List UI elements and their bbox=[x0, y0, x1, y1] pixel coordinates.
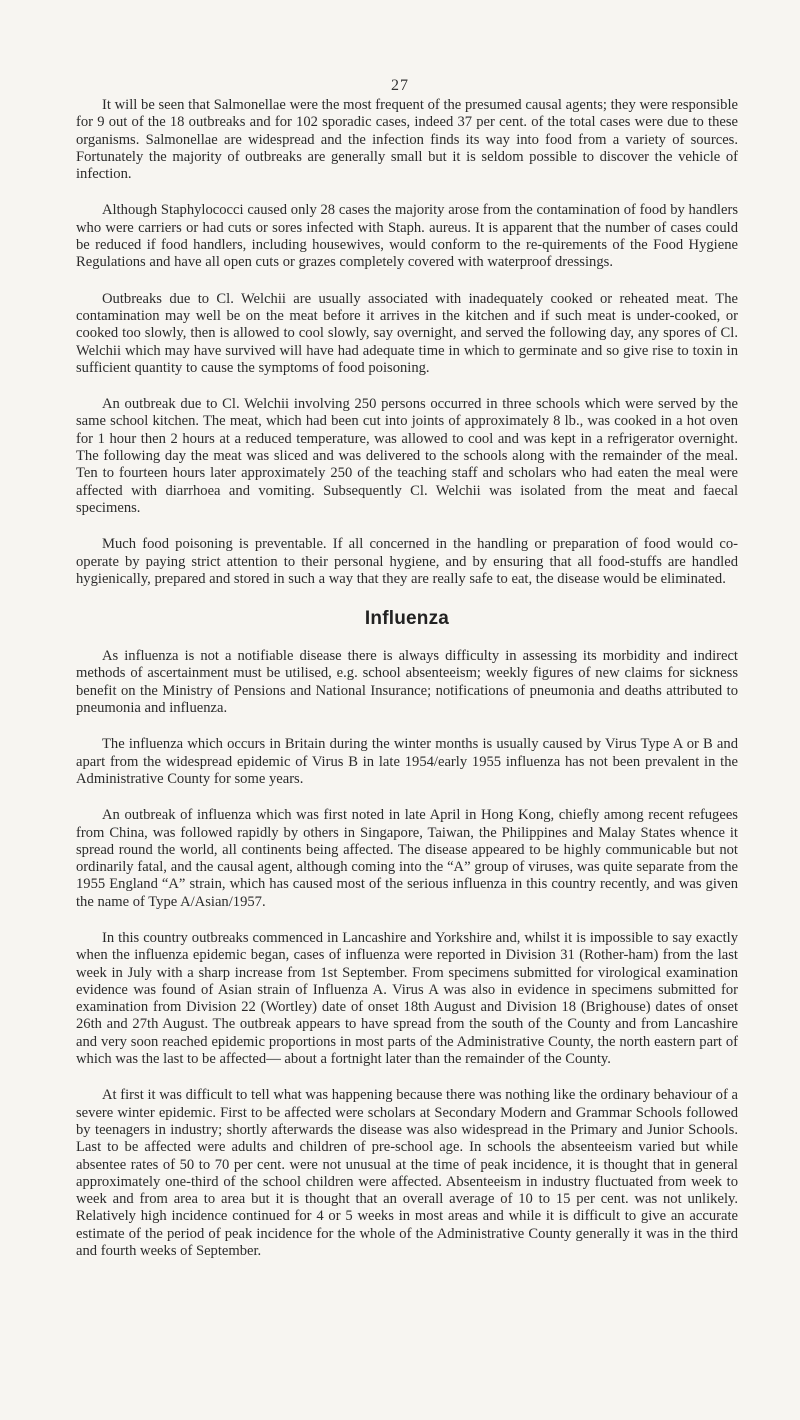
paragraph-influenza-outbreak: An outbreak of influenza which was first noted in late April in Hong Kong, chiefly among recent refugees from China, was followed rapidly by others in Singapore, Taiwan, the Philippines and Malay States whence it spread round the world, all continents being affected. The disease appeared to be highly communicable but not ordinarily fatal, and the causal agent, although coming into the “A” group of viruses, was quite separate from the 1955 England “A” strain, which has caused most of the serious influenza in this country recently, and was given the name of Type A/Asian/1957. bbox=[76, 807, 738, 910]
page-number: 27 bbox=[391, 77, 409, 94]
paragraph-prevention: Much food poisoning is preventable. If all concerned in the handling or preparation of food would co-operate by paying strict attention to their personal hygiene, and by ensuring that all food-stuffs are handled hygienically, prepared and stored in such a way that they are really safe to eat, the disease would be eliminated. bbox=[76, 536, 738, 587]
paragraph-welchii: Outbreaks due to Cl. Welchii are usually associated with inadequately cooked or reheated meat. The contamination may well be on the meat before it arrives in the kitchen and if such meat is under-cooked, or cooked too slowly, then is allowed to cool slowly, say overnight, and served the following day, any spores of Cl. Welchii which may have survived will have had adequate time in which to germinate and so give rise to toxin in sufficient quantity to cause the symptoms of food poisoning. bbox=[76, 290, 738, 376]
section-heading-influenza: Influenza bbox=[364, 608, 450, 630]
paragraph-influenza-schools: At first it was difficult to tell what was happening because there was nothing like the ordinary behaviour of a severe winter epidemic. First to be affected were scholars at Secondary Modern and Grammar Schools followed by teenagers in industry; shortly afterwards the disease was also widespread in the Primary and Junior Schools. Last to be affected were adults and children of pre-school age. In schools the absenteeism varied but while absentee rates of 50 to 70 per cent. were not unusual at the time of peak incidence, it is thought that in general approximately one-third of the school children were affected. Absenteeism in industry fluctuated from week to week and from area to area but it is thought that an overall average of 10 to 15 per cent. was not unlikely. Relatively high incidence continued for 4 or 5 weeks in most areas and while it is difficult to give an accurate estimate of the period of peak incidence for the whole of the Administrative County generally it was in the third and fourth weeks of September. bbox=[76, 1087, 738, 1260]
paragraph-influenza-ascertainment: As influenza is not a notifiable disease there is always difficulty in assessing its morbidity and indirect methods of ascertainment must be utilised, e.g. school absenteeism; weekly figures of new claims for sickness benefit on the Ministry of Pensions and National Insurance; notifications of pneumonia and deaths attributed to pneumonia and influenza. bbox=[76, 648, 738, 717]
paragraph-welchii-outbreak: An outbreak due to Cl. Welchii involving 250 persons occurred in three schools which were served by the same school kitchen. The meat, which had been cut into joints of approximately 8 lb., was cooked in a hot oven for 1 hour then 2 hours at a reduced temperature, was allowed to cool and was kept in a refrigerator overnight. The following day the meat was sliced and was delivered to the schools along with the remainder of the meal. Ten to fourteen hours later approximately 250 of the teaching staff and scholars who had eaten the meal were affected with diarrhoea and vomiting. Subsequently Cl. Welchii was isolated from the meat and faecal specimens. bbox=[76, 396, 738, 516]
page-body bbox=[76, 97, 738, 1279]
paragraph-salmonellae: It will be seen that Salmonellae were the most frequent of the presumed causal agents; they were responsible for 9 out of the 18 outbreaks and for 102 sporadic cases, indeed 37 per cent. of the total cases were due to these organisms. Salmonellae are widespread and the infection finds its way into food from a variety of sources. Fortunately the majority of outbreaks are generally small but it is seldom possible to discover the vehicle of infection. bbox=[76, 97, 738, 183]
paragraph-influenza-britain: The influenza which occurs in Britain during the winter months is usually caused by Virus Type A or B and apart from the widespread epidemic of Virus B in late 1954/early 1955 influenza has not been prevalent in the Administrative County for some years. bbox=[76, 736, 738, 787]
paragraph-influenza-country: In this country outbreaks commenced in Lancashire and Yorkshire and, whilst it is impossible to say exactly when the influenza epidemic began, cases of influenza were reported in Division 31 (Rother-ham) from the last week in July with a sharp increase from 1st September. From specimens submitted for virological examination evidence was found of Asian strain of Influenza A. Virus A was also in evidence in specimens submitted for examination from Division 22 (Wortley) date of onset 18th August and Division 18 (Brighouse) dates of onset 26th and 27th August. The outbreak appears to have spread from the south of the County and from Lancashire and very soon reached epidemic proportions in most parts of the Administrative County, the north eastern part of which was the last to be affected— about a fortnight later than the remainder of the County. bbox=[76, 929, 738, 1068]
paragraph-staphylococci: Although Staphylococci caused only 28 cases the majority arose from the contamination of food by handlers who were carriers or had cuts or sores infected with Staph. aureus. It is apparent that the number of cases could be reduced if food handlers, including housewives, would conform to the re-quirements of the Food Hygiene Regulations and have all open cuts or grazes completely covered with waterproof dressings. bbox=[76, 202, 738, 271]
